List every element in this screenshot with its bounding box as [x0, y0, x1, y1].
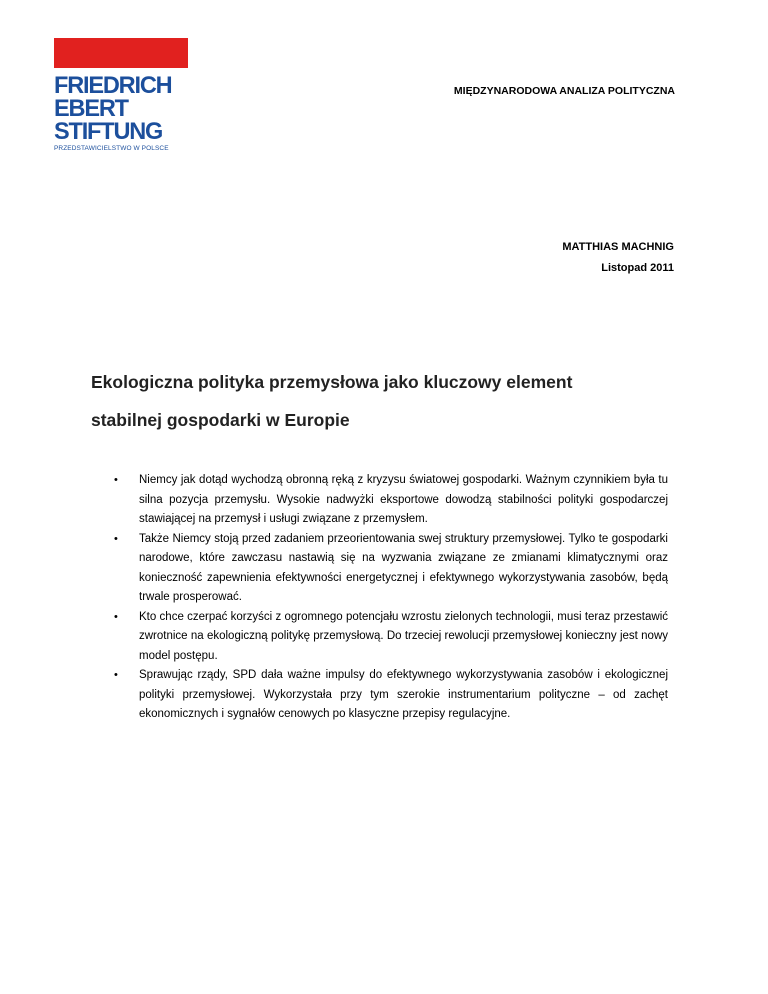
document-title — [91, 363, 691, 439]
logo-line-3: STIFTUNG — [54, 118, 163, 145]
bullet-icon: • — [114, 532, 118, 545]
logo-red-bar — [54, 38, 188, 68]
fes-logo — [54, 38, 188, 152]
publication-date: Listopad 2011 — [601, 262, 674, 274]
logo-wordmark — [54, 74, 185, 143]
bullet-icon: • — [114, 669, 118, 681]
author-name: MATTHIAS MACHNIG — [562, 241, 674, 253]
bullet-icon: • — [114, 474, 118, 486]
bullet-item — [108, 530, 668, 608]
bullet-text: Kto chce czerpać korzyści z ogromnego potencjału wzrostu zielonych technologii, musi teraz przestawić zwrotnice na ekologiczną politykę przemysłową. Do trzeciej rewolucji przemysłowej konieczny jest nowy model postępu. — [139, 610, 668, 662]
logo-subtitle: PRZEDSTAWICIELSTWO W POLSCE — [54, 145, 169, 152]
bullet-text: Także Niemcy stoją przed zadaniem przeorientowania swej struktury przemysłowej. Tylko te gospodarki narodowe, które zawczasu nastawią się na wyzwania związane ze zmianami klimatycznymi oraz konieczność zapewnienia efektywności energetycznej i efektywnego wykorzystywania zasobów, będą trwale prosperować. — [139, 532, 668, 603]
bullet-item — [108, 471, 668, 530]
series-label: MIĘDZYNARODOWA ANALIZA POLITYCZNA — [453, 85, 675, 97]
bullet-icon: • — [114, 610, 118, 623]
bullet-item — [108, 666, 668, 725]
title-line-1: Ekologiczna polityka przemysłowa jako kluczowy element — [91, 372, 573, 392]
title-line-2: stabilnej gospodarki w Europie — [91, 410, 350, 430]
summary-bullet-list — [108, 471, 668, 725]
bullet-text: Niemcy jak dotąd wychodzą obronną ręką z kryzysu światowej gospodarki. Ważnym czynnikiem była tu silna pozycja przemysłu. Wysokie nadwyżki eksportowe dowodzą stabilności polityki gospodarczej stawiającej na przemysł i usługi związane z przemysłem. — [139, 474, 668, 525]
logo-line-2: EBERT — [54, 95, 128, 122]
bullet-text: Sprawując rządy, SPD dała ważne impulsy do efektywnego wykorzystywania zasobów i ekologicznej polityki przemysłowej. Wykorzystała przy tym szerokie instrumentarium polityczne – od zachęt ekonomicznych i sygnałów cenowych po klasyczne przepisy regulacyjne. — [139, 669, 668, 720]
logo-line-1: FRIEDRICH — [54, 72, 172, 99]
author-block — [562, 237, 674, 279]
bullet-item — [108, 608, 668, 667]
